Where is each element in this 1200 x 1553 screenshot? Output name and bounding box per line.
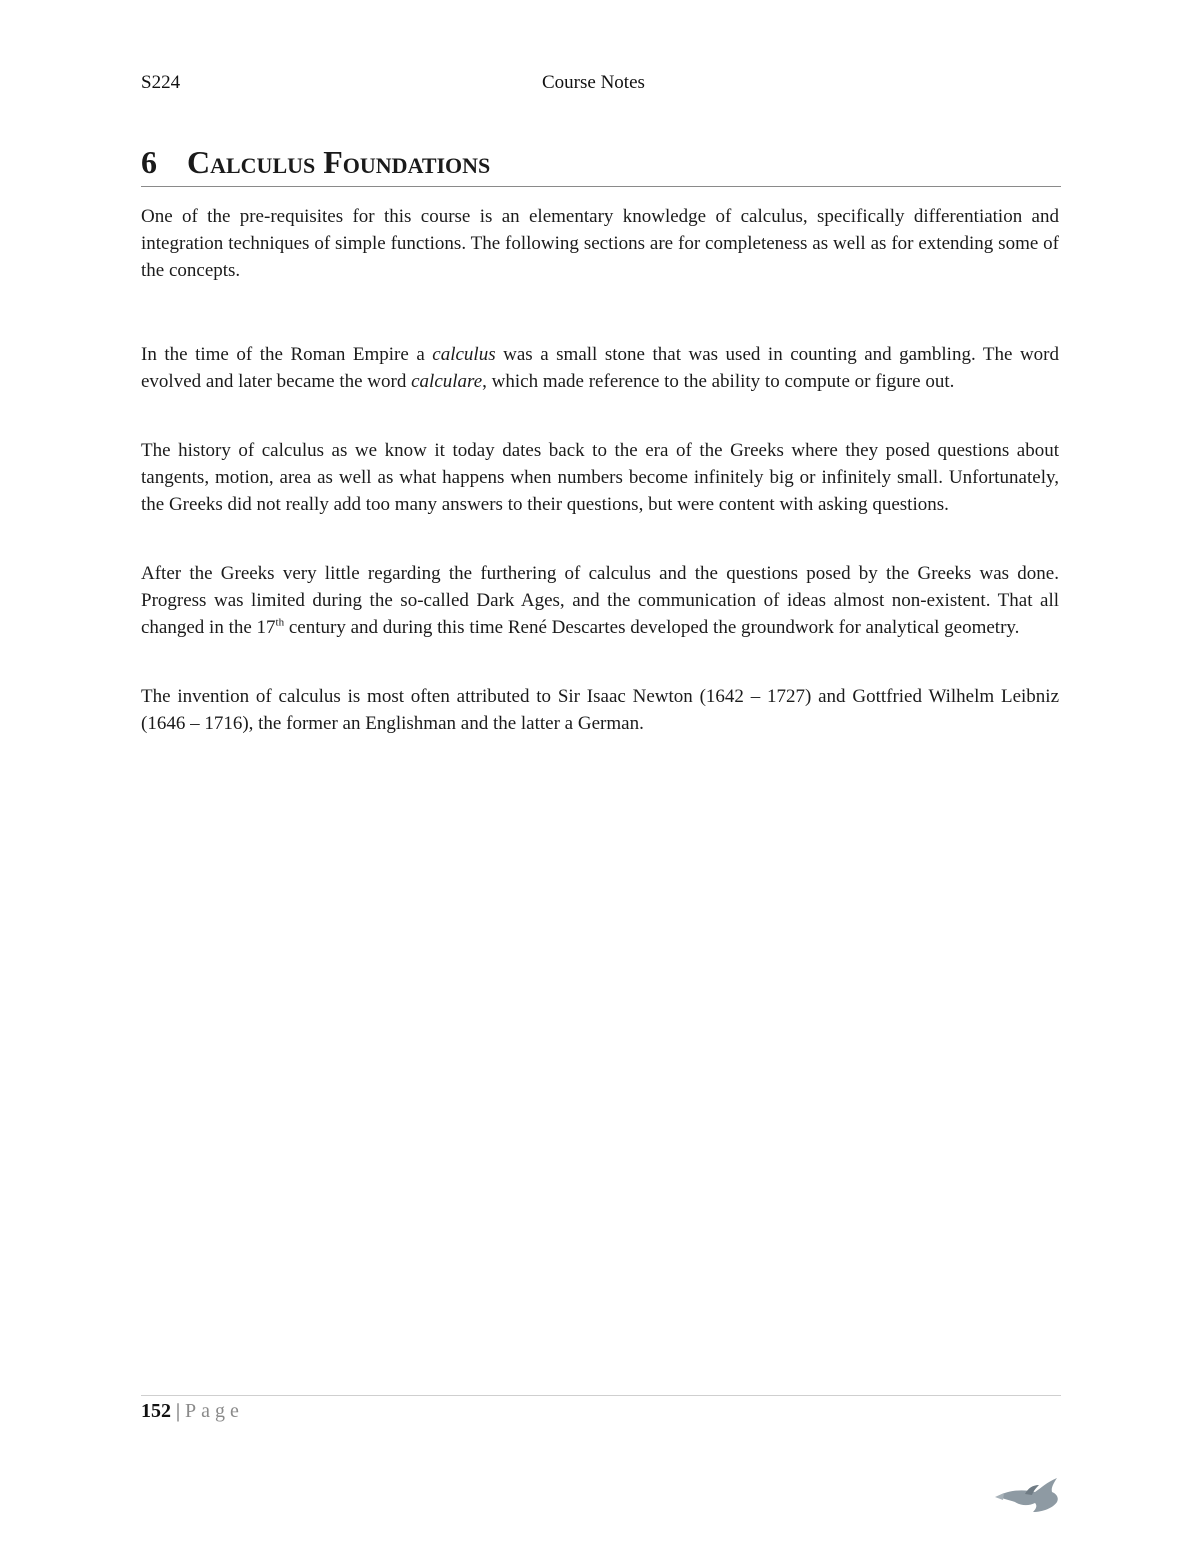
paragraph-invention: The invention of calculus is most often attributed to Sir Isaac Newton (1642 – 1727) and Gottfried Wilhelm Leibniz (1646 – 1716), the former an Englishman and the latter a German. <box>141 686 1059 734</box>
paragraph-text: was a small stone that was used in counting and gambling. The word evolved and later became the word <box>141 344 1059 392</box>
heading-divider <box>141 186 1061 187</box>
paragraph-after-greeks <box>141 560 1059 641</box>
dolphin-logo-icon <box>995 1468 1061 1516</box>
chapter-heading <box>141 142 1061 182</box>
paragraph-prerequisites: One of the pre-requisites for this course is an elementary knowledge of calculus, specifically differentiation and integration techniques of simple functions. The following sections are for completeness as well as for extending some of the concepts. <box>141 206 1059 281</box>
chapter-title: Calculus Foundations <box>187 144 491 180</box>
header-title: Course Notes <box>542 72 645 93</box>
paragraph-text: In the time of the Roman Empire a <box>141 344 433 365</box>
footer-divider <box>141 1395 1061 1396</box>
page-label: Page <box>185 1400 244 1422</box>
page-number: 152 <box>141 1400 171 1422</box>
paragraph-greeks: The history of calculus as we know it today dates back to the era of the Greeks where they posed questions about tangents, motion, area as well as what happens when numbers become infinitely big or infinitely small. Unfortunately, the Greeks did not really add too many answers to their questions, but were content with asking questions. <box>141 440 1059 515</box>
paragraph-text: , which made reference to the ability to compute or figure out. <box>482 371 955 392</box>
paragraph-text: After the Greeks very little regarding the furthering of calculus and the questions posed by the Greeks was done. Progress was limited during the so-called Dark Ages, and the communication of ideas almost non-existent. That all changed in the 17 <box>141 563 1059 638</box>
header-course-code: S224 <box>141 72 181 93</box>
page-footer <box>141 1400 244 1423</box>
term-calculare: calculare <box>411 371 483 392</box>
paragraph-text: century and during this time René Descartes developed the groundwork for analytical geometry. <box>284 617 1020 638</box>
chapter-number: 6 <box>141 144 157 180</box>
page-separator: | <box>176 1400 181 1422</box>
ordinal-superscript: th <box>275 616 285 629</box>
term-calculus: calculus <box>432 344 496 365</box>
paragraph-roman-empire <box>141 341 1059 395</box>
